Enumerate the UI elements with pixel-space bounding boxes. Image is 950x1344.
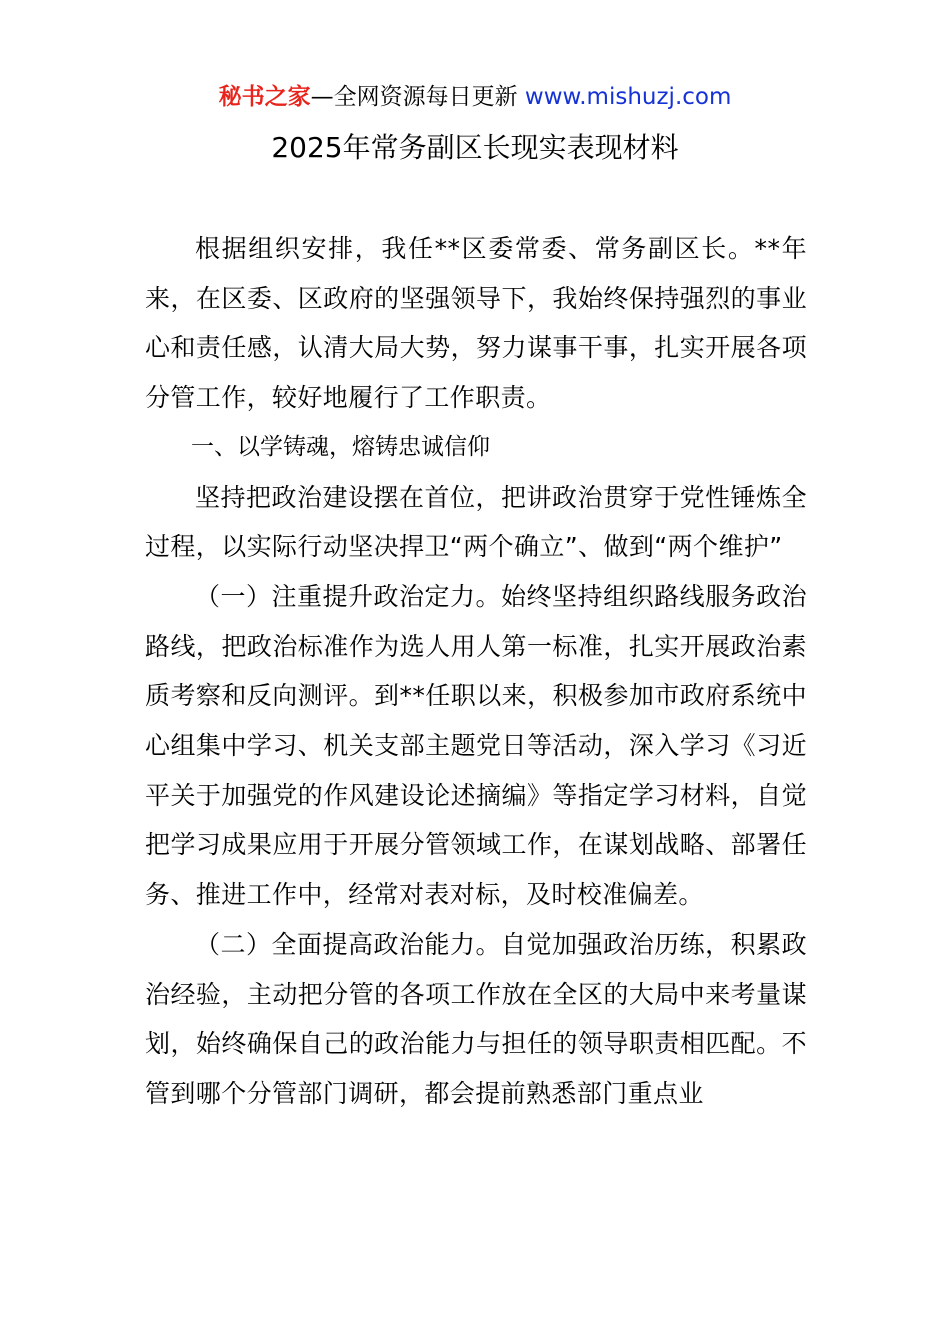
section-heading-1: 一、以学铸魂，熔铸忠诚信仰 [191, 433, 490, 460]
site-url-link[interactable]: www.mishuzj.com [524, 84, 732, 110]
paragraph-subsection-2: （二）全面提高政治能力。自觉加强政治历练，积累政治经验，主动把分管的各项工作放在全区的大局中来考量谋划，始终确保自己的政治能力与担任的领导职责相匹配。不管到哪个分管部门调研，都会提前熟悉部门重点业 [145, 929, 807, 1108]
document-title: 2025年常务副区长现实表现材料 [271, 131, 679, 164]
brand-name: 秘书之家 [218, 84, 311, 110]
paragraph-intro: 根据组织安排，我任**区委常委、常务副区长。**年来，在区委、区政府的坚强领导下，我始终保持强烈的事业心和责任感，认清大局大势，努力谋事干事，扎实开展各项分管工作，较好地履行了工作职责。 [145, 234, 807, 413]
document-body [145, 224, 807, 1119]
site-header [0, 80, 950, 114]
header-tagline: —全网资源每日更新 [310, 84, 525, 110]
paragraph-subsection-1: （一）注重提升政治定力。始终坚持组织路线服务政治路线，把政治标准作为选人用人第一标准，扎实开展政治素质考察和反向测评。到**任职以来，积极参加市政府系统中心组集中学习、机关支部主题党日等活动，深入学习《习近平关于加强党的作风建设论述摘编》等指定学习材料，自觉把学习成果应用于开展分管领域工作，在谋划战略、部署任务、推进工作中，经常对表对标，及时校准偏差。 [145, 581, 807, 910]
paragraph-section-1-summary: 坚持把政治建设摆在首位，把讲政治贯穿于党性锤炼全过程，以实际行动坚决捍卫“两个确立”、做到“两个维护” [145, 482, 807, 562]
